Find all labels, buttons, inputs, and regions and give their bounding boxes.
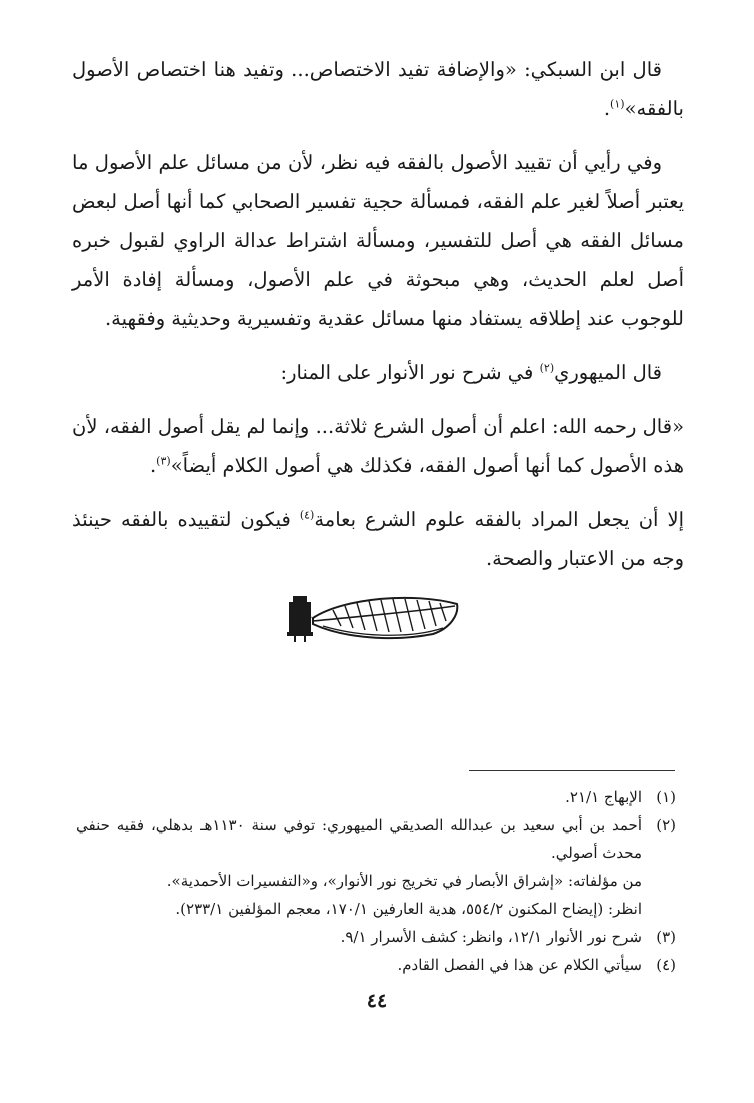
paragraph-1-text: قال ابن السبكي: «والإضافة تفيد الاختصاص... وتفيد هنا اختصاص الأصول بالفقه» — [72, 58, 684, 120]
ornament-svg — [283, 588, 463, 648]
footnote-4 — [76, 951, 676, 979]
paragraph-4-end: . — [149, 454, 157, 477]
paragraph-5-start: إلا أن يجعل المراد بالفقه علوم الشرع بعامة — [314, 508, 685, 531]
paragraph-3-start: قال الميهوري — [554, 361, 662, 384]
footnote-number: (٢) — [656, 816, 676, 834]
footnote-number: (٤) — [656, 956, 676, 974]
paragraph-1 — [72, 50, 684, 128]
paragraph-2-text: وفي رأيي أن تقييد الأصول بالفقه فيه نظر، لأن من مسائل علم الأصول ما يعتبر أصلاً لغير علم الفقه، فمسألة حجية تفسير الصحابي كما أنها أصل لبعض مسائل الفقه هي أصل للتفسير، ومسألة اشتراط عدالة الراوي لقبول خبره أصل لعلم الحديث، وهي مبحوثة في علم الأصول، ومسألة إفادة الأمر للوجوب عند إطلاقه يستفاد منها مسائل عقدية وتفسيرية وحديثية وفقهية. — [72, 151, 684, 330]
footnote-number: (١) — [656, 788, 676, 806]
paragraph-2 — [72, 143, 684, 338]
footnote-text: سيأتي الكلام عن هذا في الفصل القادم. — [397, 956, 642, 974]
footnote-3 — [76, 923, 676, 951]
paragraph-4-text: «قال رحمه الله: اعلم أن أصول الشرع ثلاثة... وإنما لم يقل أصول الفقه، لأن هذه الأصول كما أنها أصول الفقه، فكذلك هي أصول الكلام أيضاً» — [72, 415, 684, 477]
footnote-divider — [469, 770, 675, 771]
footnote-2 — [76, 811, 676, 867]
footnote-2-works: من مؤلفاته: «إشراق الأبصار في تخريج نور الأنوار»، و«التفسيرات الأحمدية». — [166, 872, 642, 890]
footnote-ref-1[interactable]: (١) — [610, 97, 625, 111]
paragraph-3 — [72, 353, 684, 392]
footnote-ref-3[interactable]: (٣) — [156, 454, 171, 468]
footnote-text: الإبهاج ٢١/١. — [565, 788, 642, 806]
footnote-text: شرح نور الأنوار ١٢/١، وانظر: كشف الأسرار ٩/١. — [340, 928, 642, 946]
footnote-1 — [76, 783, 676, 811]
footnote-2-sources: انظر: (إيضاح المكنون ٥٥٤/٢، هدية العارفين ١٧٠/١، معجم المؤلفين ٢٣٣/١). — [175, 900, 642, 918]
footnote-number: (٣) — [656, 928, 676, 946]
footnote-text: أحمد بن أبي سعيد بن عبدالله الصديقي الميهوري: توفي سنة ١١٣٠هـ بدهلي، فقيه حنفي محدث أصولي. — [76, 816, 642, 862]
paragraph-1-end: . — [603, 97, 611, 120]
footnotes — [76, 783, 676, 979]
paragraph-5-end: فيكون لتقييده بالفقه حينئذ وجه من الاعتبار والصحة. — [72, 508, 684, 570]
footnote-ref-2[interactable]: (٢) — [539, 361, 555, 375]
paragraph-5 — [72, 500, 684, 578]
quill-inkwell-icon — [283, 588, 463, 648]
main-text — [72, 50, 684, 593]
paragraph-3-end: في شرح نور الأنوار على المنار: — [280, 361, 534, 384]
page-number: ٤٤ — [366, 990, 388, 1012]
paragraph-4 — [72, 407, 684, 485]
footnote-ref-4[interactable]: (٤) — [299, 508, 315, 522]
